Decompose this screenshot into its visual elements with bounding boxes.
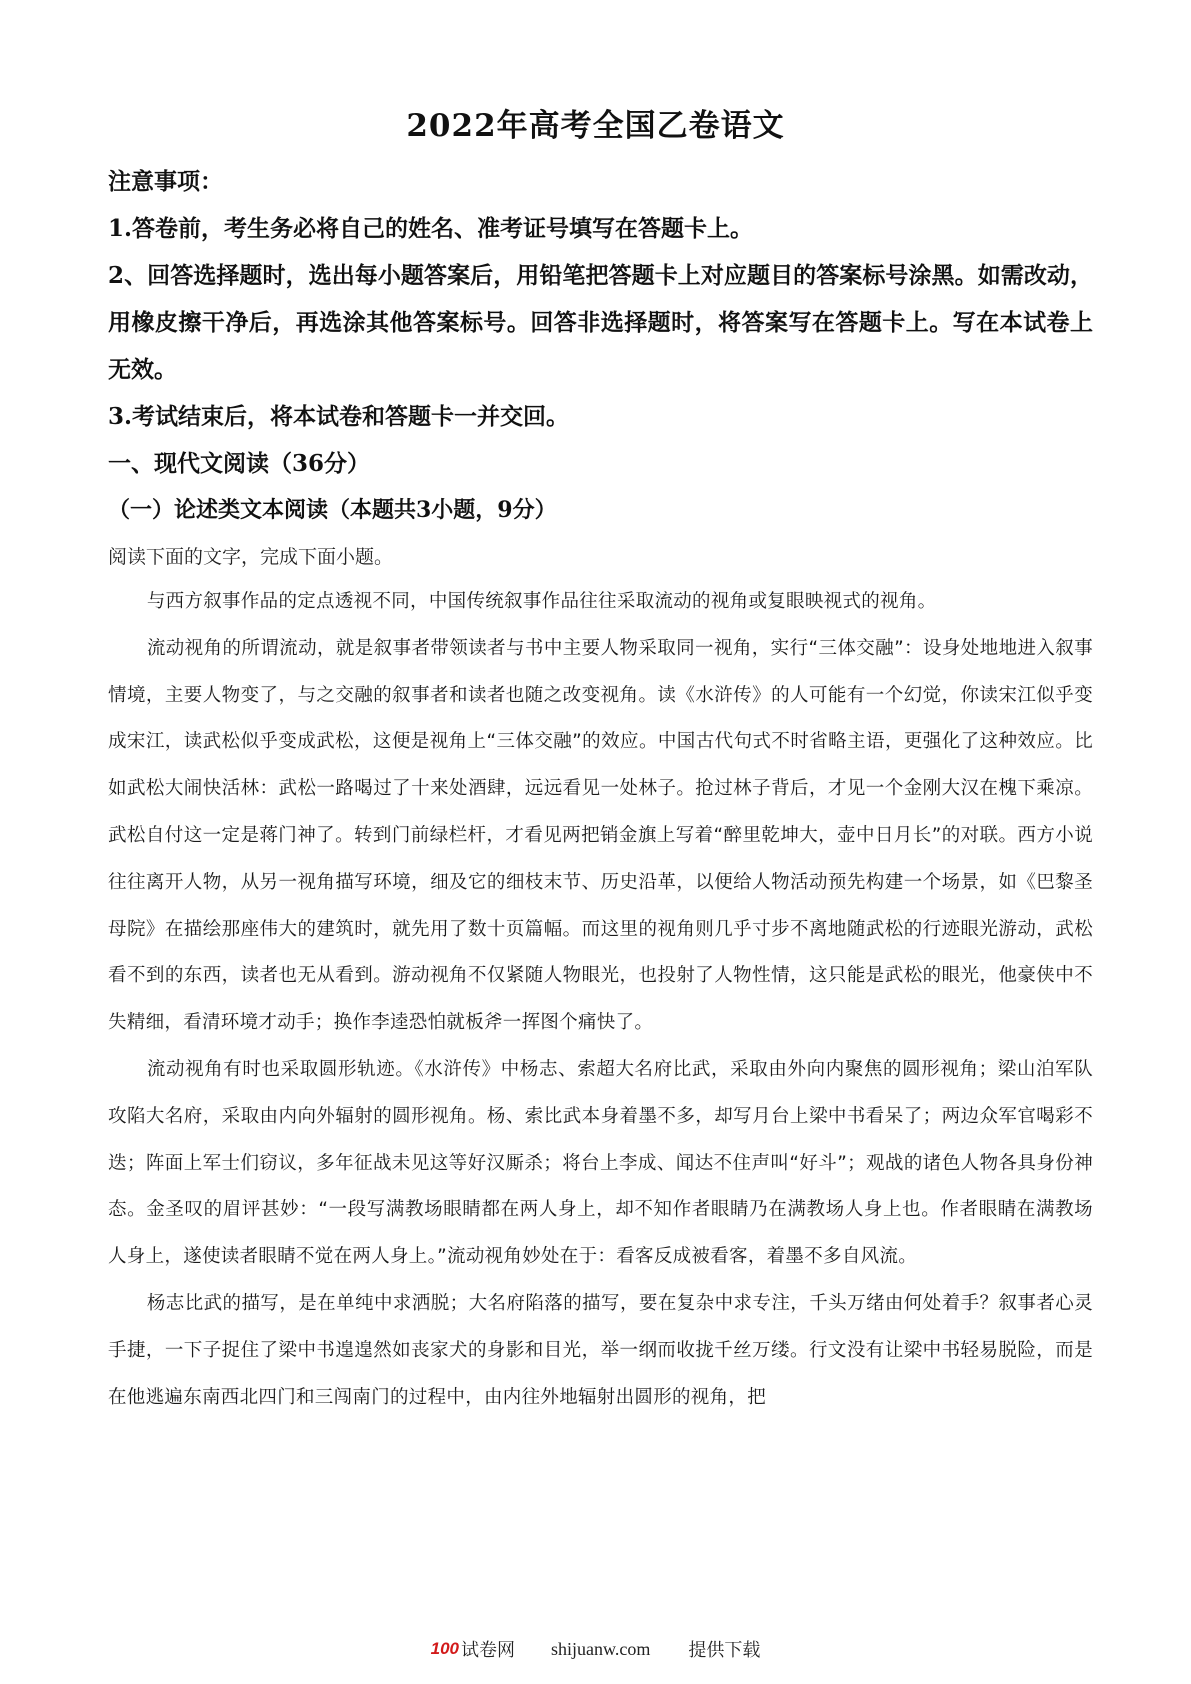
notice-section [108, 158, 1093, 581]
section-heading: 一、现代文阅读（36分） [108, 450, 371, 477]
passage-paragraph-2: 流动视角的所谓流动，就是叙事者带领读者与书中主要人物采取同一视角，实行“三体交融”：设身处地地进入叙事情境，主要人物变了，与之交融的叙事者和读者也随之改变视角。读《水浒传》的人可能有一个幻觉，你读宋江似乎变成宋江，读武松似乎变成武松，这便是视角上“三体交融”的效应。中国古代句式不时省略主语，更强化了这种效应。比如武松大闹快活林：武松一路喝过了十来处酒肆，远远看见一处林子。抢过林子背后，才见一个金刚大汉在槐下乘凉。武松自付这一定是蒋门神了。转到门前绿栏杆，才看见两把销金旗上写着“醉里乾坤大，壶中日月长”的对联。西方小说往往离开人物，从另一视角描写环境，细及它的细枝末节、历史沿革，以便给人物活动预先构建一个场景，如《巴黎圣母院》在描绘那座伟大的建筑时，就先用了数十页篇幅。而这里的视角则几乎寸步不离地随武松的行迹眼光游动，武松看不到的东西，读者也无从看到。游动视角不仅紧随人物眼光，也投射了人物性情，这只能是武松的眼光，他豪侠中不失精细，看清环境才动手；换作李逵恐怕就板斧一挥图个痛快了。 [108, 637, 1093, 1034]
section-subheading: （一）论述类文本阅读（本题共3小题，9分） [108, 497, 557, 523]
provide-download-text: 提供下载 [688, 1640, 761, 1661]
notice-item-2: 2、回答选择题时，选出每小题答案后，用铅笔把答题卡上对应题目的答案标号涂黑。如需改动，用橡皮擦干净后，再选涂其他答案标号。回答非选择题时，将答案写在答题卡上。写在本试卷上无效。 [108, 262, 1093, 383]
notice-heading: 注意事项： [108, 168, 223, 195]
logo-mark: 100 [430, 1639, 460, 1658]
page-footer [0, 1636, 1191, 1662]
logo-text: 试卷网 [461, 1640, 516, 1661]
page-title: 2022年高考全国乙卷语文 [406, 108, 785, 144]
site-url[interactable]: shijuanw.com [551, 1638, 651, 1659]
passage-paragraph-1: 与西方叙事作品的定点透视不同，中国传统叙事作品往往采取流动的视角或复眼映视式的视角。 [146, 591, 937, 612]
site-logo [431, 1636, 515, 1662]
reading-passage [108, 579, 1093, 1421]
notice-item-3: 3.考试结束后，将本试卷和答题卡一并交回。 [108, 403, 570, 430]
passage-paragraph-3: 流动视角有时也采取圆形轨迹。《水浒传》中杨志、索超大名府比武，采取由外向内聚焦的圆形视角；梁山泊军队攻陷大名府，采取由内向外辐射的圆形视角。杨、索比武本身着墨不多，却写月台上梁中书看呆了；两边众军官喝彩不迭；阵面上军士们窃议，多年征战未见这等好汉厮杀；将台上李成、闻达不住声叫“好斗”；观战的诸色人物各具身份神态。金圣叹的眉评甚妙：“一段写满教场眼睛都在两人身上，却不知作者眼睛乃在满教场人身上也。作者眼睛在满教场人身上，遂使读者眼睛不觉在两人身上。”流动视角妙处在于：看客反成被看客，着墨不多自风流。 [108, 1058, 1093, 1268]
notice-item-1: 1.答卷前，考生务必将自己的姓名、准考证号填写在答题卡上。 [108, 215, 754, 242]
reading-instruction: 阅读下面的文字，完成下面小题。 [108, 546, 394, 568]
passage-paragraph-4: 杨志比武的描写，是在单纯中求洒脱；大名府陷落的描写，要在复杂中求专注，千头万绪由何处着手？叙事者心灵手捷，一下子捉住了梁中书遑遑然如丧家犬的身影和目光，举一纲而收拢千丝万缕。行文没有让梁中书轻易脱险，而是在他逃遍东南西北四门和三闯南门的过程中，由内往外地辐射出圆形的视角，把 [108, 1292, 1093, 1408]
